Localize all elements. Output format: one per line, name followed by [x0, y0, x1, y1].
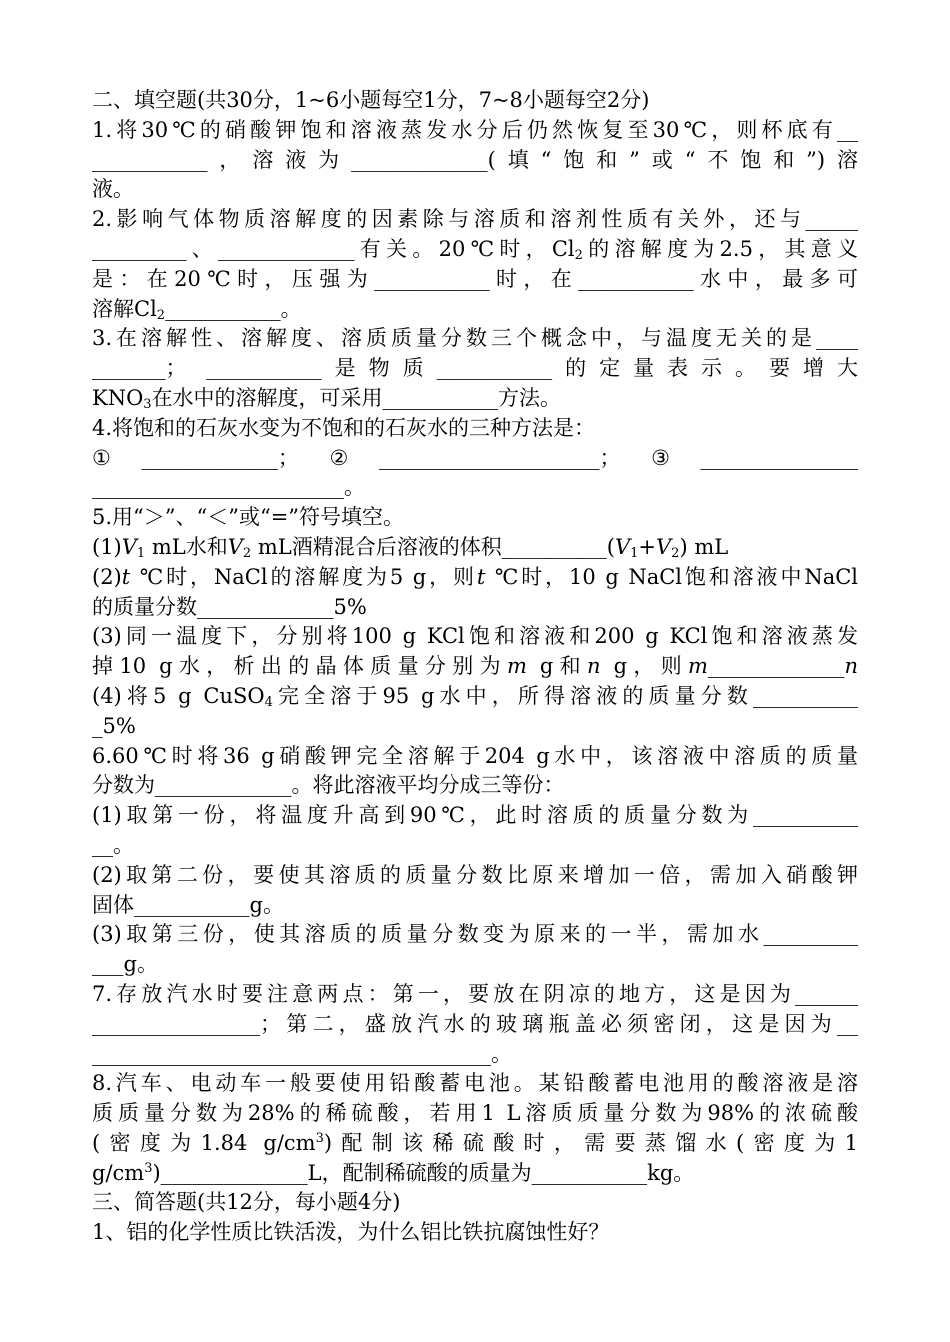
text-run: _____________ [707, 654, 845, 679]
question-1-line-2: ___________，溶液为_____________(填“饱和”或“不饱和”)溶 [92, 147, 858, 172]
question-3-line-2: _______； ___________是物质___________的定量表示。要增大 [92, 356, 858, 381]
question-3-line-3 [92, 384, 858, 414]
section-heading-fill-in: 二、填空题(共30分，1~6小题每空1分，7~8小题每空2分) [92, 88, 650, 112]
question-8-line-4 [92, 1159, 858, 1189]
superscript: 3 [144, 1160, 153, 1176]
question-7-line-1: 7.存放汽水时要注意两点：第一，要放在阴凉的地方，这是因为______ [92, 981, 858, 1006]
question-6-line-2: 分数为_____________。将此溶液平均分成三等份： [92, 773, 565, 798]
var: V [121, 534, 137, 559]
question-5-part-1 [92, 533, 858, 563]
question-6-part-1: (1)取第一份，将温度升高到90℃，此时溶质的质量分数为__________ [92, 803, 858, 828]
text-run: )______________L，配制稀硫酸的质量为___________kg。 [152, 1160, 695, 1185]
question-2-line-2 [92, 235, 858, 265]
text-run: ℃时，NaCl的溶解度为5 g，则 [130, 564, 477, 589]
text-run: g，则 [600, 654, 689, 679]
text-run: + [638, 534, 656, 559]
subscript: 1 [136, 545, 146, 561]
question-4-line-2: ①_____________；②_____________________；③_______________ [92, 445, 858, 470]
text-run: 完全溶于95 g水中，所得溶液的质量分数__________ [272, 683, 858, 708]
question-6-part-2-line-2: 固体___________g。 [92, 892, 284, 917]
text-run: 掉10 g水，析出的晶体质量分别为 [92, 654, 507, 679]
question-4-line-3: ________________________。 [92, 475, 365, 500]
question-6-part-3-line-2: ___g。 [92, 952, 158, 977]
question-1-line-3: 液。 [92, 177, 134, 202]
question-8-line-3 [92, 1129, 858, 1159]
text-run: 在水中的溶解度，可采用___________方法。 [151, 385, 562, 410]
text-run: 的溶解度为2.5，其意义 [582, 236, 858, 261]
question-5-part-4 [92, 682, 858, 712]
question-7-line-3: ______________________________________。 [92, 1041, 512, 1066]
text-run: g和 [526, 654, 588, 679]
question-5-part-2 [92, 563, 858, 593]
question-6-part-2: (2)取第二份，要使其溶质的质量分数比原来增加一倍，需加入硝酸钾 [92, 862, 858, 887]
question-6-line-1: 6.60℃时将36 g硝酸钾完全溶解于204 g水中，该溶液中溶质的质量 [92, 743, 858, 768]
question-8-line-1: 8.汽车、电动车一般要使用铅酸蓄电池。某铅酸蓄电池用的酸溶液是溶 [92, 1071, 858, 1096]
subscript: 2 [156, 307, 166, 323]
text-run: _________、_____________有关。20℃时，Cl [92, 236, 575, 261]
text-run: )配制该稀硫酸时，需要蒸馏水(密度为1 [323, 1130, 858, 1155]
text-run: 溶解Cl [92, 296, 157, 321]
text-run: mL酒精混合后溶液的体积__________( [251, 534, 615, 559]
subscript: 3 [143, 396, 152, 412]
question-4-line-1: 4.将饱和的石灰水变为不饱和的石灰水的三种方法是： [92, 415, 596, 440]
question-5-part-2-line-2: 的质量分数_____________5% [92, 594, 367, 619]
exam-page [92, 86, 858, 1248]
question-5-part-3-line-2 [92, 652, 858, 682]
question-7-line-2: ________________；第二，盛放汽水的玻璃瓶盖必须密闭，这是因为__ [92, 1011, 858, 1036]
text-run: (1) [92, 534, 122, 559]
question-5-part-4-line-2: _5% [92, 713, 136, 738]
text-run: ___________。 [165, 296, 302, 321]
text-run: (密度为1.84 g/cm [92, 1130, 316, 1155]
var: n [844, 654, 858, 679]
text-run: (4)将5 g CuSO [92, 683, 265, 708]
question-8-line-2: 质质量分数为28%的稀硫酸，若用1 L溶质质量分数为98%的浓硫酸 [92, 1101, 858, 1126]
var: V [614, 534, 631, 559]
text-run: mL水和 [145, 534, 228, 559]
question-6-part-3: (3)取第三份，使其溶质的质量分数变为原来的一半，需加水_________ [92, 922, 858, 947]
var: m [506, 654, 527, 679]
var: n [587, 654, 601, 679]
text-run: KNO [92, 385, 144, 410]
var: m [688, 654, 708, 679]
question-2-line-4 [92, 295, 858, 325]
question-5-part-3: (3)同一温度下，分别将100 g KCl饱和溶液和200 g KCl饱和溶液蒸发 [92, 624, 858, 649]
subscript: 2 [242, 545, 252, 561]
superscript: 3 [315, 1130, 324, 1146]
subscript: 4 [264, 694, 273, 710]
var: t [121, 564, 131, 589]
question-6-part-1-line-2: __。 [92, 832, 134, 857]
text-run: ) mL [679, 534, 729, 559]
subscript: 2 [671, 545, 680, 561]
question-3-line-1: 3.在溶解性、溶解度、溶质质量分数三个概念中，与温度无关的是____ [92, 326, 858, 351]
subscript: 2 [574, 247, 583, 263]
section-heading-short-answer: 三、简答题(共12分，每小题4分) [92, 1190, 401, 1215]
question-1-line-1: 1.将30℃的硝酸钾饱和溶液蒸发水分后仍然恢复至30℃，则杯底有__ [92, 117, 858, 142]
subscript: 1 [630, 545, 639, 561]
text-run: ℃时，10 g NaCl饱和溶液中NaCl [485, 564, 858, 589]
question-5-line-1: 5.用“＞”、“＜”或“=”符号填空。 [92, 505, 405, 530]
question-2-line-3: 是：在20℃时，压强为___________时，在___________水中，最多可 [92, 266, 858, 291]
var: t [476, 564, 486, 589]
question-2-line-1: 2.影响气体物质溶解度的因素除与溶质和溶剂性质有关外，还与_____ [92, 207, 858, 232]
text-run: (2) [92, 564, 122, 589]
text-run: g/cm [92, 1160, 145, 1185]
short-answer-question-1: 1、铝的化学性质比铁活泼，为什么铝比铁抗腐蚀性好？ [92, 1220, 610, 1245]
var: V [227, 534, 243, 559]
var: V [656, 534, 672, 559]
